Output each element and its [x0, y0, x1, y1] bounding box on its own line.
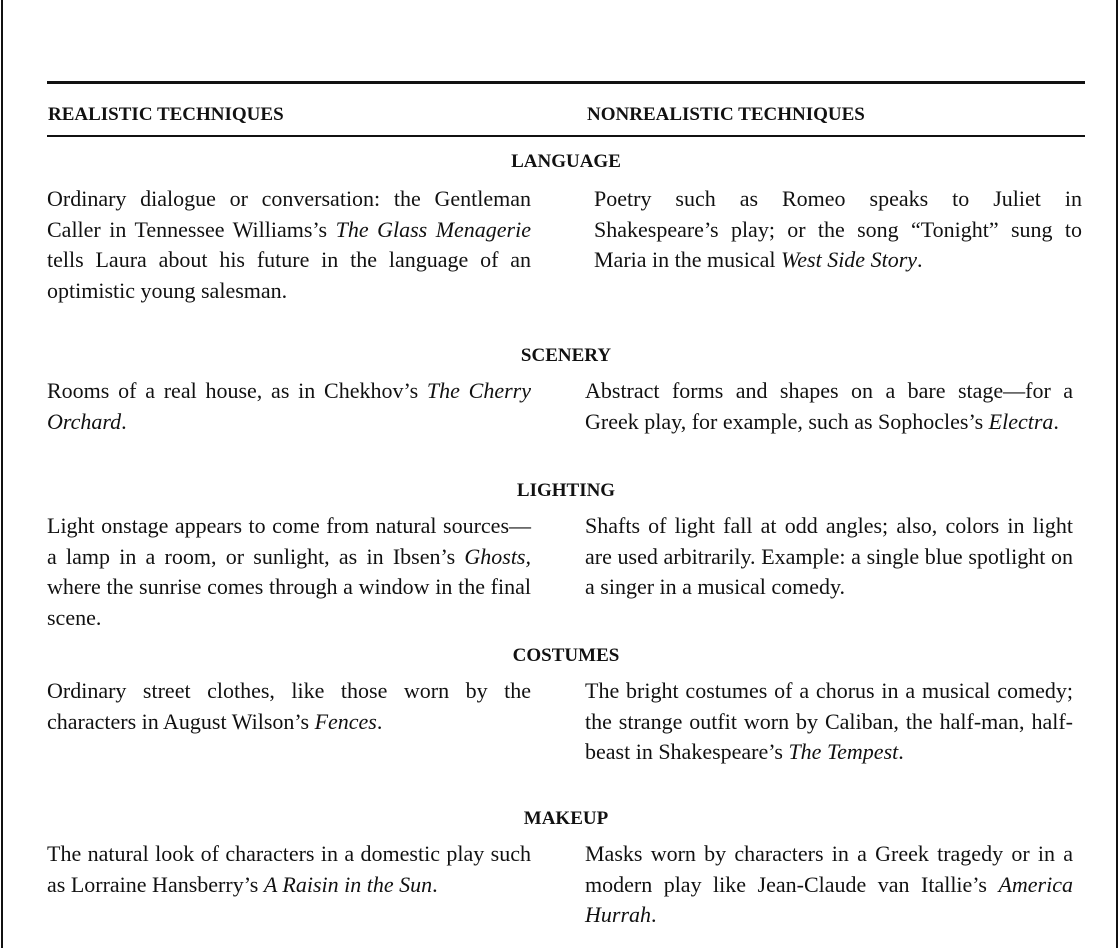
cell-text: . [898, 739, 904, 764]
realistic-cell-lighting [47, 511, 531, 633]
realistic-cell-scenery [47, 376, 531, 437]
work-title: West Side Story [780, 247, 918, 272]
table-header-rule [47, 135, 1085, 137]
realistic-cell-costumes [47, 676, 531, 737]
cell-text: . [121, 408, 127, 434]
cell-text: Abstract forms and shapes on a bare stage—for a Greek play, for example, such as Sophocles’s [585, 378, 1073, 434]
work-title: The Glass Menagerie [335, 216, 532, 242]
cell-text: . [376, 708, 383, 734]
cell-text: tells Laura about his future in the language of an optimistic young salesman. [47, 247, 531, 303]
cell-text: Poetry such as Romeo speaks to Juliet in Shakespeare’s play; or the song “Tonight” sung to Maria in the musical [594, 186, 1082, 272]
cell-text: . [1053, 408, 1059, 434]
section-heading-lighting: LIGHTING [516, 480, 616, 501]
nonrealistic-cell-language [594, 184, 1082, 276]
nonrealistic-cell-makeup [585, 839, 1073, 931]
column-header-realistic: REALISTIC TECHNIQUES [48, 104, 284, 125]
work-title: The Tempest [788, 739, 899, 764]
work-title: The Cherry Orchard [47, 378, 531, 434]
realistic-cell-language [47, 184, 531, 306]
cell-text: Shafts of light fall at odd angles; also, colors in light are used arbitrarily. Example: a single blue spotlight on a singer in a musical comedy. [585, 513, 1073, 599]
work-title: Ghosts, [464, 543, 531, 569]
cell-text: Ordinary street clothes, like those worn by the characters in August Wilson’s [47, 678, 531, 734]
cell-text: Light onstage appears to come from natural sources—a lamp in a room, or sunlight, as in Ibsen’s [47, 513, 531, 569]
column-header-nonrealistic: NONREALISTIC TECHNIQUES [587, 104, 865, 125]
nonrealistic-cell-scenery [585, 376, 1073, 437]
table-top-rule [47, 81, 1085, 84]
work-title: A Raisin in the Sun [263, 871, 433, 897]
section-heading-costumes: COSTUMES [512, 645, 620, 666]
cell-text: where the sunrise comes through a window in the final scene. [47, 574, 531, 630]
work-title: Electra [988, 408, 1054, 434]
cell-text: Ordinary dialogue or conversation: the Gentleman Caller in Tennessee Williams’s [47, 186, 531, 242]
work-title: Fences [314, 708, 377, 734]
cell-text: The natural look of characters in a domestic play such as Lorraine Hansberry’s [47, 841, 531, 897]
realistic-cell-makeup [47, 839, 531, 900]
cell-text: . [432, 871, 438, 897]
cell-text: Rooms of a real house, as in Chekhov’s [47, 378, 427, 403]
page-border-right [1116, 0, 1118, 948]
cell-text: The bright costumes of a chorus in a musical comedy; the strange outfit worn by Caliban, the half-man, half-beast in Shakespeare’s [585, 678, 1073, 764]
cell-text: . [651, 902, 657, 927]
page-border-left [1, 0, 3, 948]
cell-text: . [917, 247, 923, 272]
nonrealistic-cell-costumes [585, 676, 1073, 768]
nonrealistic-cell-lighting [585, 511, 1073, 603]
section-heading-scenery: SCENERY [520, 345, 612, 366]
cell-text: Masks worn by characters in a Greek tragedy or in a modern play like Jean-Claude van Itallie’s [585, 841, 1073, 897]
section-heading-makeup: MAKEUP [523, 808, 609, 829]
work-title: America Hurrah [585, 871, 1073, 927]
section-heading-language: LANGUAGE [511, 151, 621, 172]
